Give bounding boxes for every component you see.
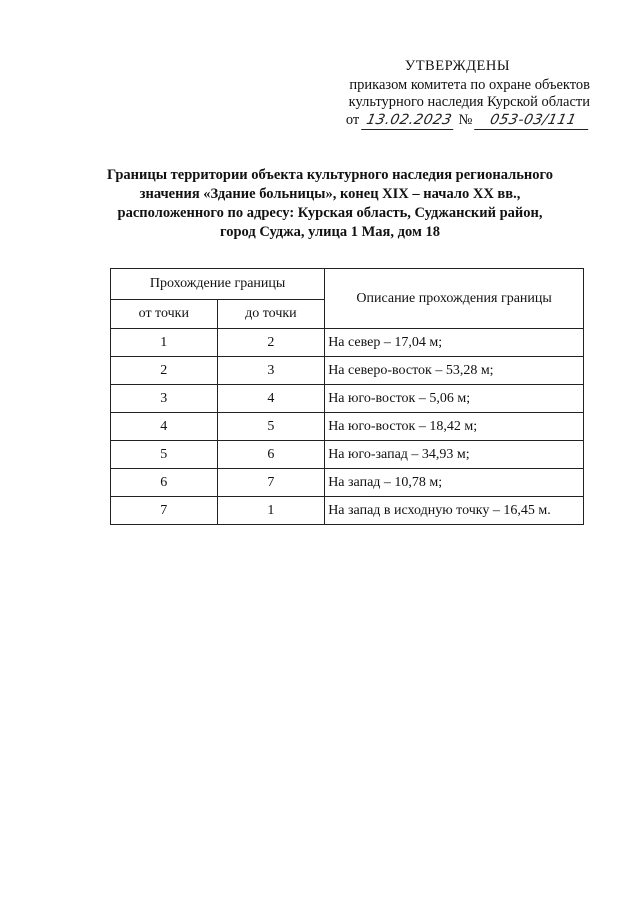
cell-description: На северо-восток – 53,28 м; xyxy=(325,357,584,385)
cell-description: На юго-запад – 34,93 м; xyxy=(325,441,584,469)
approval-block xyxy=(300,58,590,130)
cell-from: 4 xyxy=(111,413,218,441)
table-row xyxy=(111,385,584,413)
header-to-point: до точки xyxy=(217,300,325,329)
document-title-line-1: Границы территории объекта культурного наследия регионального xyxy=(107,167,553,183)
approval-line-2: культурного наследия Курской области xyxy=(348,94,590,110)
cell-from: 1 xyxy=(111,329,218,357)
header-boundary-passage: Прохождение границы xyxy=(111,269,325,300)
cell-to: 1 xyxy=(217,497,325,525)
cell-from: 6 xyxy=(111,469,218,497)
cell-to: 2 xyxy=(217,329,325,357)
document-title-line-3: расположенного по адресу: Курская область, Суджанский район, xyxy=(117,205,543,221)
cell-from: 7 xyxy=(111,497,218,525)
document-title-line-4: город Суджа, улица 1 Мая, дом 18 xyxy=(220,224,440,240)
handwritten-order-number: 053-03/111 xyxy=(474,112,592,130)
document-title-line-2: значения «Здание больницы», конец XIX – начало XX вв., xyxy=(139,186,521,202)
approval-line-1: приказом комитета по охране объектов xyxy=(349,77,590,93)
cell-to: 3 xyxy=(217,357,325,385)
cell-description: На запад – 10,78 м; xyxy=(325,469,584,497)
cell-from: 2 xyxy=(111,357,218,385)
header-from-point: от точки xyxy=(111,300,218,329)
table-row xyxy=(111,413,584,441)
table-row xyxy=(111,469,584,497)
approval-date-number-row xyxy=(300,112,590,130)
from-label: от xyxy=(345,112,360,128)
cell-from: 5 xyxy=(111,441,218,469)
cell-to: 4 xyxy=(217,385,325,413)
table-row xyxy=(111,357,584,385)
cell-description: На юго-восток – 5,06 м; xyxy=(325,385,584,413)
cell-description: На запад в исходную точку – 16,45 м. xyxy=(325,497,584,525)
boundary-table xyxy=(110,268,584,525)
approval-title: УТВЕРЖДЕНЫ xyxy=(404,58,510,74)
table-row xyxy=(111,441,584,469)
table-row xyxy=(111,497,584,525)
cell-to: 7 xyxy=(217,469,325,497)
header-description: Описание прохождения границы xyxy=(325,269,584,329)
handwritten-date: 13.02.2023 xyxy=(361,112,457,130)
cell-description: На юго-восток – 18,42 м; xyxy=(325,413,584,441)
cell-from: 3 xyxy=(111,385,218,413)
document-title xyxy=(70,166,590,242)
table-row xyxy=(111,329,584,357)
cell-description: На север – 17,04 м; xyxy=(325,329,584,357)
cell-to: 5 xyxy=(217,413,325,441)
cell-to: 6 xyxy=(217,441,325,469)
number-label: № xyxy=(458,112,473,128)
